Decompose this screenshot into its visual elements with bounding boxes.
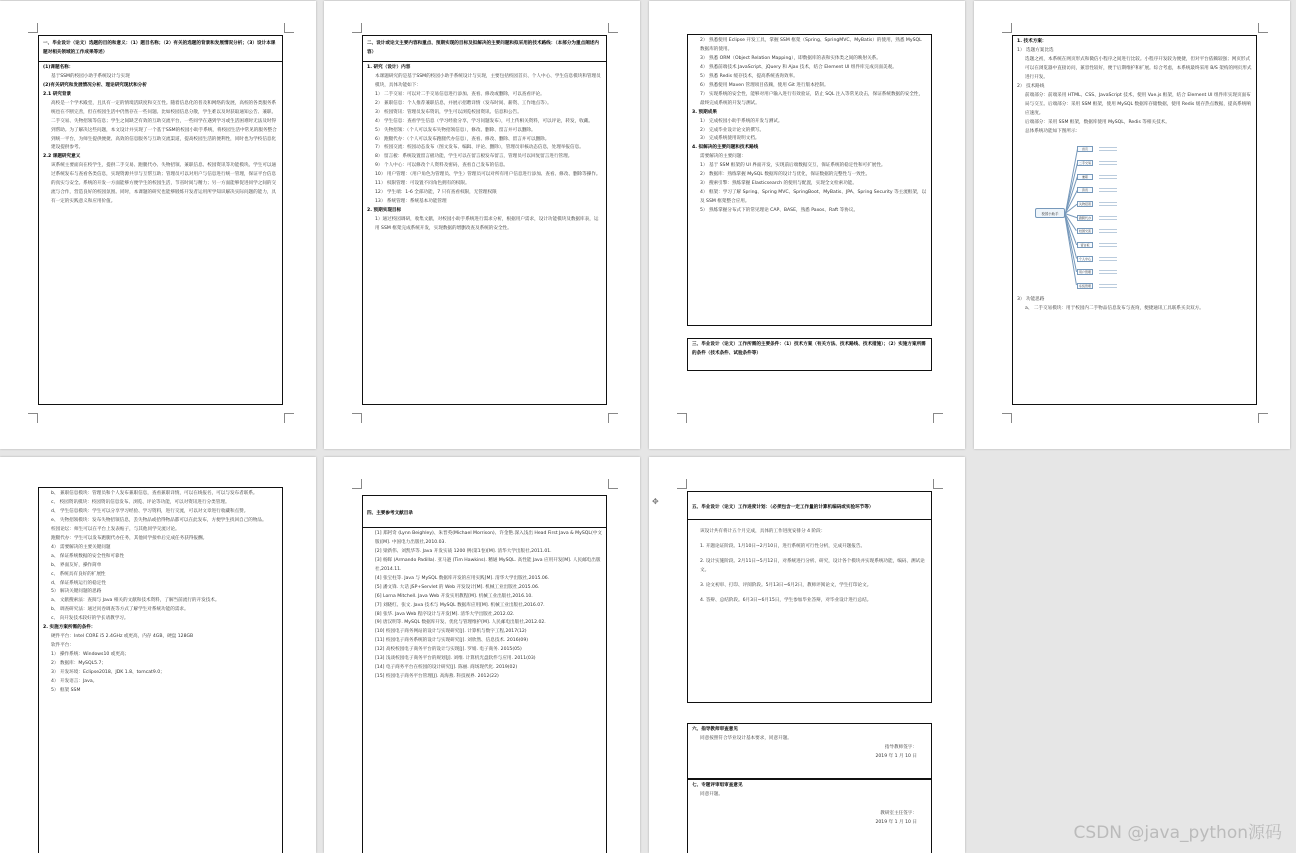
list-item: 2） 兼职信息：个人推荐兼职信息，并展示招聘详情（发布时间、薪资、工作地点等）。 bbox=[367, 100, 602, 109]
list-item: 6） 跑腿代办：（个人可以发布跑腿代办信息），查看、修改、删除、留言并可以删除。 bbox=[367, 136, 602, 145]
list-item: 2. 设计实施阶段。2月11日~5月12日，对系统进行分析、研究，设计各个模块并实现系统功能，编码、测试论文。 bbox=[692, 558, 927, 576]
mindmap-leaf bbox=[1099, 232, 1117, 235]
list-item: [15] 校园电子商务平台管理[J]. 高海燕. 科技视界. 2012(22) bbox=[367, 673, 602, 682]
list-item: 软件平台： bbox=[43, 642, 278, 651]
goal-list bbox=[692, 37, 927, 109]
document-page-2 bbox=[324, 1, 640, 449]
mindmap-leaf bbox=[1099, 164, 1117, 167]
proposal-section-box bbox=[38, 35, 283, 405]
list-item: [1] 郑阿奇 (Lynn Beighley)、朱晋英(Michael Morrison)、许金艳.深入浅出 Head First Java & MySQL(中文版)[M]. 中国电力出版社,2010.03. bbox=[367, 530, 602, 548]
body-text: a、 二手交易模块：用于校园内二手物品信息发布与查询，便捷通讯工具联系买卖双方。 bbox=[1017, 305, 1252, 314]
list-item: a、 文献搜索法：查阅与 Java 相关的文献和技术资料，了解当前流行的开发技术。 bbox=[43, 597, 278, 606]
list-item: 9） 个人中心：可以修改个人资料及密码，查看自己发布的信息。 bbox=[367, 162, 602, 171]
body-text: 同意开题。 bbox=[692, 791, 927, 800]
crop-mark bbox=[933, 479, 943, 489]
body-text: 高校是一个学术殿堂，且具有一定的情境活跃度和交互性。随着信息化的普及和网络的发展，高校的各类服务系统也在不断完善，但在校园生活中仍然存在一些问题。比如校园信息分散，学生难以及时获取通知公告、兼职、二手交易、失物招领等信息；学生之间缺乏有效的互助交流平台，一些同学在遇到学习或生活困难时无法及时得到帮助。为了解决这些问题，本文设计并实现了一个基于SSM的校园小助手系统，将校园生活中常见的服务整合到统一平台，为师生提供便捷、高效的信息服务与互助交流渠道，提高校园生活的便利性，同时也为学校信息化建设提供参考。 bbox=[43, 100, 278, 154]
reference-list bbox=[367, 530, 602, 682]
mindmap-leaf bbox=[1099, 150, 1117, 153]
section-header: 二、设计或论文主要内容和重点、预期实现的目标及拟解决的主要问题和拟采用的技术路线：（本部分为重点阐述内容） bbox=[367, 40, 602, 58]
list-item: [3] 杨晖 (Armando Padilla). 亚马逊 (Tim Hawkins). 精通 MySQL. 高性能 Java 应用开发[M]. 人民邮电出版社,2014.11. bbox=[367, 557, 602, 575]
list-item: [13] 浅谈校园电子商务平台的规划[J]. 刘维. 计算机光盘软件与应用. 2011(03) bbox=[367, 655, 602, 664]
crop-mark bbox=[677, 479, 687, 489]
section-header: 三、毕业设计（论文）工作所需的主要条件：（1）技术方案（有关方法、技术路线、技术措施）；（2）实施方案所需的条件（技术条件、试验条件等） bbox=[692, 341, 927, 359]
signature-date: 2019 年 1 月 10 日 bbox=[692, 819, 927, 828]
feature-list bbox=[367, 91, 602, 207]
list-item: 1） 选题方案比选 bbox=[1017, 47, 1252, 56]
result-list bbox=[692, 118, 927, 145]
list-item: 3） 完成系统使用说明文档。 bbox=[692, 135, 927, 144]
list-item: 3） 开发环境：Eclipse2018、JDK 1.8、tomcat9.0； bbox=[43, 669, 278, 678]
list-item: a、 保证系统数据的安全性和可靠性 bbox=[43, 553, 278, 562]
list-item: [14] 电子商务平台在校园的设计研究[J]. 陈丽. 商场现代化. 2019(02) bbox=[367, 664, 602, 673]
list-item: 1. 开题论证阶段。1月10日~2月10日，进行系统的可行性分析，完成开题报告。 bbox=[692, 543, 927, 552]
list-item: 13） 系统管理：系统基本功能管理 bbox=[367, 198, 602, 207]
mindmap-node: 用户管理 bbox=[1077, 269, 1093, 275]
list-item: c、 系统具有良好的扩展性 bbox=[43, 571, 278, 580]
list-item: e、 失物招领模块：发布失物招领信息，丢失物品或拾得物品都可以在此发布，方便学生找回自己的物品。 bbox=[43, 517, 278, 526]
body-text: 需要解决的主要问题： bbox=[692, 153, 927, 162]
mindmap-leaf bbox=[1099, 273, 1117, 276]
proposal-section-box bbox=[38, 487, 283, 853]
body-text: 1）通过校园调研，收集文献，对校园小助手系统进行需求分析，根据用户需求，设计功能模块及数据库表，运用 SSM 框架完成系统开发，实现数据的增删改查及系统的安全性。 bbox=[367, 216, 602, 234]
list-item: 10） 用户管理：（用户角色为管理员、学生）管理员可以对所有用户信息进行添加、查看、修改、删除等操作。 bbox=[367, 171, 602, 180]
section-header: 四、主要参考文献目录 bbox=[367, 510, 602, 519]
list-item: 7） 校园交流：校园动态发布（图文发布、编辑、评论、删除），管理员审核动态信息，处理举报信息。 bbox=[367, 144, 602, 153]
mindmap-leaf bbox=[1099, 205, 1117, 208]
signature-label: 教研室主任签字： bbox=[692, 810, 927, 819]
list-item: [4] 张宝柱等. Java 与 MySQL 数据库开发的应用实践[M]. 清华大学出版社,2015.06. bbox=[367, 575, 602, 584]
document-page-6 bbox=[324, 457, 640, 853]
list-item: 5） 解决关键问题的思路 bbox=[43, 588, 278, 597]
list-item: 2） 数据库：MySQL5.7； bbox=[43, 660, 278, 669]
list-item: [9] 唐汉明等. MySQL 数据库开发、优化与管理维护[M]. 人民邮电出版社,2012.02. bbox=[367, 619, 602, 628]
list-item: [8] 张华. Java Web 程序设计与开发[M]. 清华大学出版社,2012.02. bbox=[367, 611, 602, 620]
subheading: 2.1 研究背景 bbox=[43, 91, 278, 100]
list-item: [10] 校园电子商务网站的设计与实现研究[J]. 计算机与数字工程,2017(12) bbox=[367, 628, 602, 637]
crop-mark bbox=[1002, 413, 1012, 423]
document-page-7 bbox=[649, 457, 965, 853]
list-item: [6] Lorna Mitchell. Java Web 开发实用教程[M]. 机械工业出版社,2016.10. bbox=[367, 593, 602, 602]
mindmap-node: 兼职 bbox=[1077, 174, 1093, 180]
crop-mark bbox=[608, 23, 618, 33]
mindmap-node: 校园交流 bbox=[1077, 228, 1093, 234]
mindmap-node: 失物招领 bbox=[1077, 201, 1093, 207]
mindmap-node: 跑腿代办 bbox=[1077, 215, 1093, 221]
list-item: 3） 搜索引擎：熟练掌握 Elasticsearch 的使用与配置，实现全文检索功能。 bbox=[692, 180, 927, 189]
proposal-section-box bbox=[687, 34, 932, 326]
list-item: d、 保证系统运行的稳定性 bbox=[43, 580, 278, 589]
crop-mark bbox=[608, 479, 618, 489]
body-text: 后端部分：采用 SSM 框架，数据库使用 MySQL，Redis 等相关技术。 bbox=[1017, 119, 1252, 128]
proposal-section-box bbox=[1012, 35, 1257, 405]
list-item: d、 学生信息模块：学生可以分享学习经验、学习资料，进行交流，可以对文章进行收藏和点赞。 bbox=[43, 508, 278, 517]
mindmap-leaf bbox=[1099, 246, 1117, 249]
subheading: 1. 技术方案： bbox=[1017, 38, 1252, 47]
body-text: 同意按照符合毕业设计基本要求，同意开题。 bbox=[692, 735, 927, 744]
body-text: 前端部分：前端采用 HTML、CSS、JavaScript 技术，使用 Vue.js 框架，结合 Element UI 组件库实现页面布局与交互。后端部分：采用 SSM 框架，使用 MySQL 数据库存储数据，使用 Redis 缓存热点数据，提高系统响应速度。 bbox=[1017, 92, 1252, 119]
move-handle-icon[interactable]: ✥ bbox=[652, 497, 659, 506]
list-item: 3. 论文初审、打印、评阅阶段。5月13日~6月2日，教师评阅论文，学生打印论文。 bbox=[692, 582, 927, 591]
list-item: 5） 熟悉 Redis 缓存技术，提高系统查询效率。 bbox=[692, 73, 927, 82]
list-item: 7） 实现系统的安全性，能够对用户输入进行有效验证，防止 SQL 注入等常见攻击，保证系统数据的安全性，最终完成系统的开发与测试。 bbox=[692, 91, 927, 109]
crop-mark bbox=[28, 23, 38, 33]
references-box bbox=[362, 495, 607, 853]
crop-mark bbox=[677, 413, 687, 423]
subheading: 2. 预期实现目标 bbox=[367, 207, 602, 216]
list-item: [7] 刘晓红、张文. Java 技术与 MySQL 数据库应用[M]. 机械工业出版社,2016.07. bbox=[367, 602, 602, 611]
list-item: 4. 答辩、总结阶段。6月3日~6月15日，学生参加毕业答辩，对毕业设计进行总结。 bbox=[692, 597, 927, 606]
mindmap-leaf bbox=[1099, 178, 1117, 181]
list-item: [11] 校园电子商务系统的设计与实现研究[J]. 刘欣然、信息技术. 2016(09) bbox=[367, 637, 602, 646]
list-item: 5） 失物招领：（个人可以发布失物招领信息），修改、删除、留言并可以删除。 bbox=[367, 127, 602, 136]
list-item: 4） 熟悉前端技术 JavaScript、jQuery 和 Ajax 技术，结合 Element UI 组件库完成页面美观。 bbox=[692, 64, 927, 73]
subheading: 3. 预期成果 bbox=[692, 109, 927, 118]
body-text: 本课题研究的是基于SSM的校园小助手系统设计与实现，主要包括校园首页、个人中心、学生信息模块和管理员模块，具体功能如下： bbox=[367, 73, 602, 91]
signature-label: 指导教师签字： bbox=[692, 744, 927, 753]
implementation-list bbox=[43, 490, 278, 696]
body-text: 选题之初，本系统在网页形式和微信小程序之间进行比较。小程序开发较为便捷，但对平台依赖较强；网页形式可以在浏览器中直接访问，兼容性较好，便于后期维护和扩展。综合考虑，本系统最终采用 B/S 架构的网页形式进行开发。 bbox=[1017, 56, 1252, 83]
list-item: 5） 框架 SSM bbox=[43, 687, 278, 696]
list-item: 3） 功能思路 bbox=[1017, 296, 1252, 305]
mindmap-leaf bbox=[1099, 219, 1117, 222]
subheading: 六、指导教师审查意见 bbox=[692, 726, 927, 735]
crop-mark bbox=[284, 23, 294, 33]
document-page-5 bbox=[0, 457, 316, 853]
mindmap-node: 个人中心 bbox=[1077, 256, 1093, 262]
crop-mark bbox=[284, 413, 294, 423]
mindmap-leaf bbox=[1099, 260, 1117, 263]
advisor-opinion-box bbox=[687, 723, 932, 779]
list-item: 2） 熟悉使用 Eclipse 开发工具，掌握 SSM 框架（Spring、SpringMVC、MyBatis）的使用，熟悉 MySQL 数据库的使用。 bbox=[692, 37, 927, 55]
list-item: 2） 技术路线 bbox=[1017, 83, 1252, 92]
body-text: 该设计共有将计五个月完成，具体的工作进度安排分 4 阶段： bbox=[692, 528, 927, 537]
document-page-1 bbox=[0, 1, 316, 449]
schedule-box bbox=[687, 491, 932, 703]
mindmap-node: 留言板 bbox=[1077, 242, 1093, 248]
list-item: 1） 操作系统：Windows10 或更高； bbox=[43, 651, 278, 660]
list-item: 12） 学生端：1-6 全部功能，7 只有查看权限，无管理权限 bbox=[367, 189, 602, 198]
list-item: 3） 熟悉 ORM（Object Relation Mapping），即数据库的表和实体类之间的映射关系。 bbox=[692, 55, 927, 64]
crop-mark bbox=[1258, 23, 1268, 33]
crop-mark bbox=[608, 413, 618, 423]
crop-mark bbox=[933, 413, 943, 423]
list-item: 硬件平台：Intel CORE i5 2.4GHz 或更高，内存 4GB，硬盘 128GB bbox=[43, 633, 278, 642]
list-item: 4） 开发语言：Java。 bbox=[43, 678, 278, 687]
crop-mark bbox=[352, 23, 362, 33]
list-item: 跑腿代办：学生可以发布跑腿代办任务，其他同学接单后完成任务获得报酬。 bbox=[43, 535, 278, 544]
list-item: b、 兼职信息模块：管理员和个人发布兼职信息，查看兼职详情，可以在线报名，可以与发布者联系。 bbox=[43, 490, 278, 499]
list-item: b、 界面友好，操作简单 bbox=[43, 562, 278, 571]
mindmap-node: 二手交易 bbox=[1077, 160, 1093, 166]
crop-mark bbox=[28, 413, 38, 423]
list-item: [5] 潘文锋. 大话 JSP+Servlet 的 Web 开发设计[M]. 机械工业出版社,2015.06. bbox=[367, 584, 602, 593]
subheading: 1. 研究（设计）内容 bbox=[367, 64, 602, 73]
list-item: 1） 基于 SSM 框架的 UI 界面开发，实现前后端数据交互，保证系统的稳定性和可扩展性。 bbox=[692, 162, 927, 171]
signature-date: 2019 年 1 月 10 日 bbox=[692, 753, 927, 762]
document-page-4 bbox=[974, 1, 1290, 449]
mindmap-node: 资讯 bbox=[1077, 187, 1093, 193]
crop-mark bbox=[1002, 23, 1012, 33]
subheading: 2.2 课题研究意义 bbox=[43, 153, 278, 162]
list-item: 8） 留言板：系统设置留言板功能，学生可以在留言板发布留言，管理员可以回复留言进行管理。 bbox=[367, 153, 602, 162]
mindmap-leaf bbox=[1099, 191, 1117, 194]
crop-mark bbox=[352, 413, 362, 423]
body-text: 该系统主要面向在校学生，提供二手交易、跑腿代办、失物招领、兼职信息、校园资讯等功能模块。学生可以通过系统发布与查看各类信息，实现资源共享与互帮互助；管理员可以对用户与信息进行统一管理，保证平台信息的真实与安全。系统的开发一方面能够方便学生的校园生活，节省时间与精力；另一方面能够促进同学之间的交流与合作，营造良好的校园氛围。同时，本课题的研究也能够锻炼开发者运用所学知识解决实际问题的能力，具有一定的实践意义和应用价值。 bbox=[43, 162, 278, 207]
mindmap-root-node: 校园小助手 bbox=[1035, 208, 1065, 218]
subheading: 4. 拟解决的主要问题和技术路线 bbox=[692, 144, 927, 153]
subheading: (2)有关研究和发展情况分析、理论研究现状和分析 bbox=[43, 82, 278, 91]
panel-opinion-box bbox=[687, 779, 932, 853]
diagram-caption: 总体系统功能如下图所示： bbox=[1017, 128, 1252, 137]
list-item: [2] 梁新伟、刘凯华等. Java 开发实战 1200 例(第1卷)[M]. 清华大学出版社,2011.01. bbox=[367, 548, 602, 557]
list-item: c、 校园资讯模块：校园资讯信息发布、浏览、评论等功能，可以对资讯进行分类管理。 bbox=[43, 499, 278, 508]
list-item: 4） 学生信息：查看学生信息（学习经验分享，学习问题发布），可上传相关资料，可以评论，转发，收藏。 bbox=[367, 118, 602, 127]
document-page-3 bbox=[649, 1, 965, 449]
conditions-header-box bbox=[687, 338, 932, 371]
list-item: 6） 熟悉使用 Maven 管理项目依赖，使用 Git 进行版本控制。 bbox=[692, 82, 927, 91]
subheading: 七、专题评审组审查意见 bbox=[692, 782, 927, 791]
subheading: (1)课题名称： bbox=[43, 64, 278, 73]
list-item: 4） 需要解决的主要关键问题 bbox=[43, 544, 278, 553]
body-text: 基于SSM的校园小助手系统设计与实现 bbox=[43, 73, 278, 82]
list-item: 2） 数据库：熟练掌握 MySQL 数据库的设计与优化，保证数据的完整性与一致性。 bbox=[692, 171, 927, 180]
list-item: 11） 权限管理：可设置不同角色拥有的权限。 bbox=[367, 180, 602, 189]
function-mindmap-diagram bbox=[1035, 142, 1125, 292]
problem-list bbox=[692, 162, 927, 216]
list-item: 1） 完成校园小助手系统的开发与测试。 bbox=[692, 118, 927, 127]
mindmap-leaf bbox=[1099, 287, 1117, 290]
schedule-list bbox=[692, 543, 927, 606]
list-item: 2. 实施方案所需的条件： bbox=[43, 624, 278, 633]
list-item: b、 调查研究法：通过问卷调查等方式了解学生对系统功能的需求。 bbox=[43, 606, 278, 615]
list-item: c、 向开发技术较好的学长请教学习。 bbox=[43, 615, 278, 624]
mindmap-node: 首页 bbox=[1077, 146, 1093, 152]
section-header: 五、毕业设计（论文）工作进度计划：（必须包含一定工作量的计算机编码或实验环节等） bbox=[692, 504, 927, 513]
crop-mark bbox=[352, 479, 362, 489]
list-item: [12] 高校校园电子商务平台的设计与实现[J]. 罗娟. 电子商务. 2015(05) bbox=[367, 646, 602, 655]
proposal-section-box bbox=[362, 35, 607, 405]
watermark: CSDN @java_python源码 bbox=[1074, 818, 1282, 843]
list-item: 校园论坛：师生可以在平台上发表帖子，与其他同学交流讨论。 bbox=[43, 526, 278, 535]
list-item: 5） 熟练掌握分布式下的常见理论 CAP、BASE，熟悉 Paxos、Raft 等协议。 bbox=[692, 207, 927, 216]
list-item: 1） 二手交易：可以对二手交易信息进行添加、查看、修改或删除，可以查看评论。 bbox=[367, 91, 602, 100]
crop-mark bbox=[1258, 413, 1268, 423]
section-header: 一、毕业设计（论文）选题的目的和意义：（1）题目名称；（2）有关的选题的背景和发展情况分析；（3）设计本课题对相关领域的工作成果等述） bbox=[43, 40, 278, 58]
list-item: 2） 完成毕业设计论文的撰写。 bbox=[692, 127, 927, 136]
list-item: 3） 校园资讯：管理员发布资讯，学生可以浏览校园资讯、信息和公告。 bbox=[367, 109, 602, 118]
mindmap-node: 系统管理 bbox=[1077, 283, 1093, 289]
list-item: 4） 框架：学习了解 Spring、Spring MVC、SpringBoot、MyBatis、JPA、Spring Security 等主流框架，以及 SSM 框架整合应用。 bbox=[692, 189, 927, 207]
